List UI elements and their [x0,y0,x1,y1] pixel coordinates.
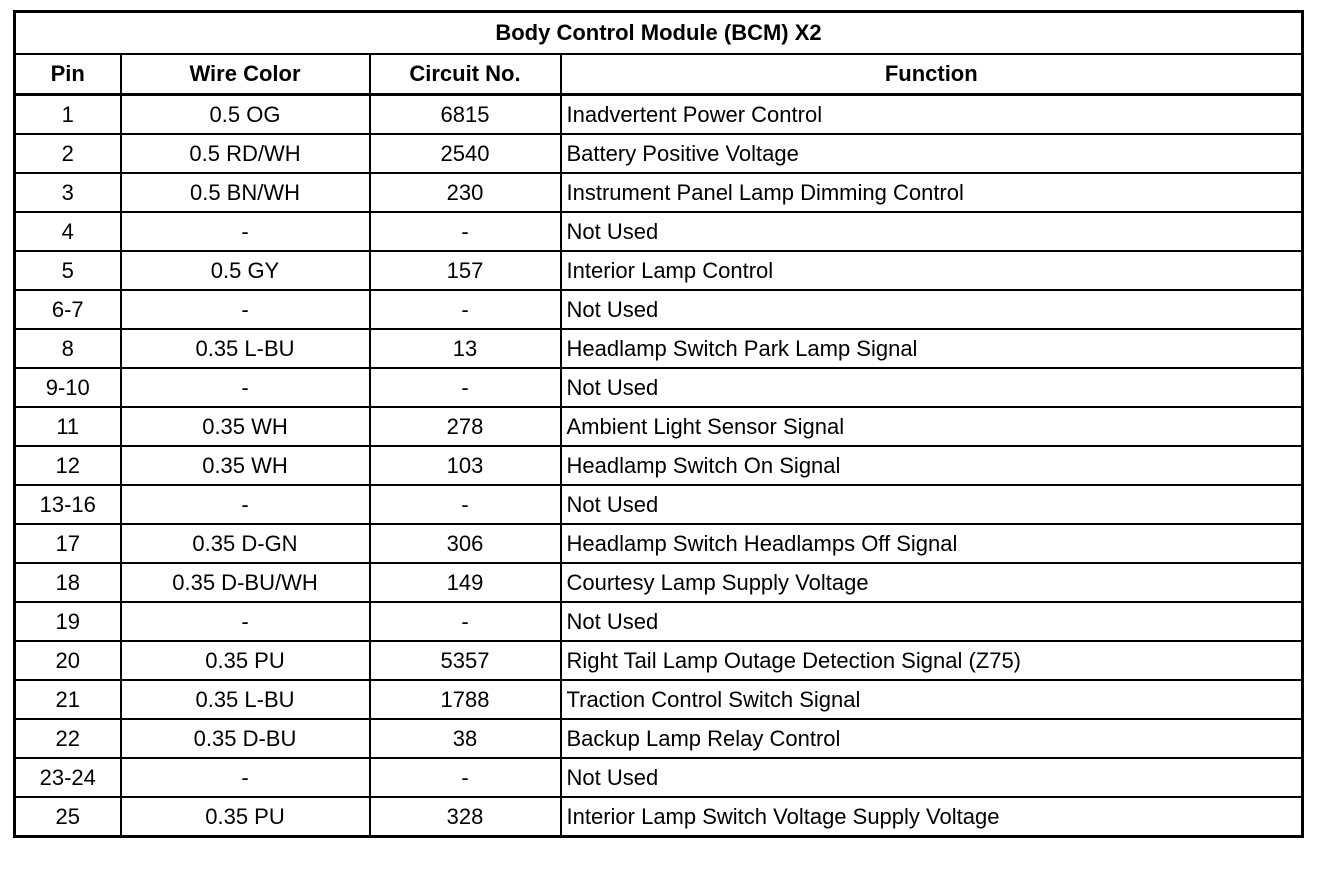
wire-color-cell: 0.5 GY [121,251,370,290]
circuit-no-cell: - [370,212,561,251]
table-row [15,251,1303,290]
table-row [15,95,1303,135]
table-title: Body Control Module (BCM) X2 [15,12,1303,55]
wire-color-cell: 0.35 WH [121,407,370,446]
function-cell: Headlamp Switch Headlamps Off Signal [561,524,1303,563]
pin-cell: 12 [15,446,121,485]
wire-color-cell: 0.35 L-BU [121,329,370,368]
circuit-no-cell: - [370,602,561,641]
pin-cell: 18 [15,563,121,602]
table-row [15,758,1303,797]
function-cell: Backup Lamp Relay Control [561,719,1303,758]
table-row [15,719,1303,758]
pin-cell: 23-24 [15,758,121,797]
circuit-no-cell: - [370,290,561,329]
function-cell: Traction Control Switch Signal [561,680,1303,719]
pin-cell: 21 [15,680,121,719]
wire-color-cell: 0.5 OG [121,95,370,135]
table-row [15,212,1303,251]
circuit-no-cell: 6815 [370,95,561,135]
wire-color-cell: 0.35 PU [121,641,370,680]
table-row [15,368,1303,407]
wire-color-cell: 0.35 D-GN [121,524,370,563]
wire-color-cell: 0.5 RD/WH [121,134,370,173]
table-row [15,641,1303,680]
connector-pinout-table [13,10,1304,838]
pin-cell: 2 [15,134,121,173]
function-cell: Headlamp Switch Park Lamp Signal [561,329,1303,368]
function-cell: Instrument Panel Lamp Dimming Control [561,173,1303,212]
circuit-no-cell: 38 [370,719,561,758]
pin-cell: 1 [15,95,121,135]
pin-cell: 3 [15,173,121,212]
pin-cell: 4 [15,212,121,251]
table-row [15,797,1303,837]
wire-color-cell: 0.35 WH [121,446,370,485]
circuit-no-cell: - [370,758,561,797]
circuit-no-cell: 157 [370,251,561,290]
circuit-no-cell: 306 [370,524,561,563]
table-header-row [15,54,1303,95]
function-cell: Not Used [561,212,1303,251]
pin-cell: 17 [15,524,121,563]
circuit-no-cell: 13 [370,329,561,368]
header-circuit-no: Circuit No. [370,54,561,95]
function-cell: Interior Lamp Control [561,251,1303,290]
function-cell: Courtesy Lamp Supply Voltage [561,563,1303,602]
header-wire-color: Wire Color [121,54,370,95]
wire-color-cell: - [121,368,370,407]
wire-color-cell: 0.5 BN/WH [121,173,370,212]
wire-color-cell: - [121,602,370,641]
table-title-row [15,12,1303,55]
table-row [15,563,1303,602]
function-cell: Not Used [561,368,1303,407]
wire-color-cell: - [121,485,370,524]
circuit-no-cell: 5357 [370,641,561,680]
wire-color-cell: 0.35 PU [121,797,370,837]
table-row [15,446,1303,485]
function-cell: Not Used [561,758,1303,797]
function-cell: Not Used [561,485,1303,524]
circuit-no-cell: 2540 [370,134,561,173]
function-cell: Not Used [561,290,1303,329]
pin-cell: 11 [15,407,121,446]
header-pin: Pin [15,54,121,95]
table-row [15,524,1303,563]
pin-cell: 6-7 [15,290,121,329]
function-cell: Interior Lamp Switch Voltage Supply Voltage [561,797,1303,837]
header-function: Function [561,54,1303,95]
table-row [15,173,1303,212]
wire-color-cell: - [121,758,370,797]
function-cell: Inadvertent Power Control [561,95,1303,135]
pin-cell: 8 [15,329,121,368]
wire-color-cell: - [121,212,370,251]
table-row [15,602,1303,641]
circuit-no-cell: - [370,368,561,407]
pin-cell: 5 [15,251,121,290]
circuit-no-cell: 1788 [370,680,561,719]
circuit-no-cell: - [370,485,561,524]
circuit-no-cell: 278 [370,407,561,446]
wire-color-cell: - [121,290,370,329]
wire-color-cell: 0.35 L-BU [121,680,370,719]
function-cell: Headlamp Switch On Signal [561,446,1303,485]
wire-color-cell: 0.35 D-BU [121,719,370,758]
pin-cell: 22 [15,719,121,758]
table-row [15,290,1303,329]
table-row [15,680,1303,719]
circuit-no-cell: 328 [370,797,561,837]
pin-cell: 9-10 [15,368,121,407]
pin-cell: 25 [15,797,121,837]
table-row [15,134,1303,173]
function-cell: Battery Positive Voltage [561,134,1303,173]
wire-color-cell: 0.35 D-BU/WH [121,563,370,602]
function-cell: Ambient Light Sensor Signal [561,407,1303,446]
pin-cell: 13-16 [15,485,121,524]
table-row [15,485,1303,524]
circuit-no-cell: 230 [370,173,561,212]
function-cell: Right Tail Lamp Outage Detection Signal (Z75) [561,641,1303,680]
pin-cell: 20 [15,641,121,680]
circuit-no-cell: 149 [370,563,561,602]
table-row [15,407,1303,446]
pin-cell: 19 [15,602,121,641]
table-row [15,329,1303,368]
function-cell: Not Used [561,602,1303,641]
circuit-no-cell: 103 [370,446,561,485]
